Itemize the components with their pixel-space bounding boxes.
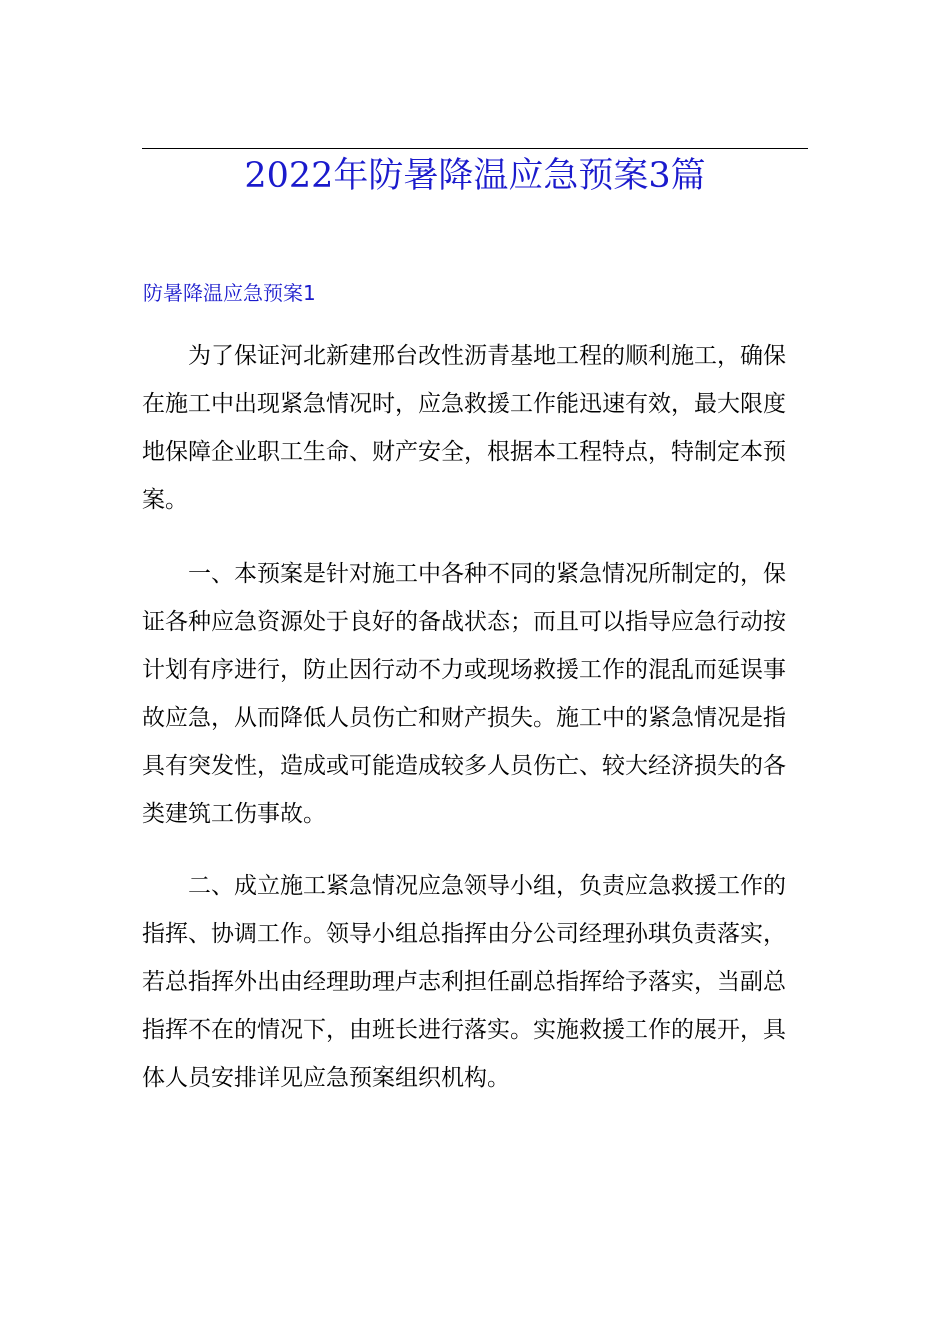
paragraph-line: 地保障企业职工生命、财产安全，根据本工程特点，特制定本预 <box>142 439 786 465</box>
paragraph-line: 在施工中出现紧急情况时，应急救援工作能迅速有效，最大限度 <box>142 391 786 417</box>
header-rule <box>142 148 808 149</box>
paragraph-line: 类建筑工伤事故。 <box>142 801 326 827</box>
paragraph-1 <box>142 332 822 524</box>
paragraph-line: 案。 <box>142 487 188 513</box>
paragraph-line: 指挥不在的情况下，由班长进行落实。实施救援工作的展开，具 <box>142 1017 786 1043</box>
paragraph-line: 证各种应急资源处于良好的备战状态；而且可以指导应急行动按 <box>142 609 786 635</box>
paragraph-line: 一、本预案是针对施工中各种不同的紧急情况所制定的，保 <box>188 561 786 587</box>
paragraph-line: 具有突发性，造成或可能造成较多人员伤亡、较大经济损失的各 <box>142 753 786 779</box>
paragraph-line: 二、成立施工紧急情况应急领导小组，负责应急救援工作的 <box>188 873 786 899</box>
section-heading: 防暑降温应急预案1 <box>143 281 316 305</box>
paragraph-3 <box>142 862 822 1102</box>
paragraph-line: 若总指挥外出由经理助理卢志利担任副总指挥给予落实，当副总 <box>142 969 786 995</box>
paragraph-line: 指挥、协调工作。领导小组总指挥由分公司经理孙琪负责落实， <box>142 921 786 947</box>
paragraph-line: 计划有序进行，防止因行动不力或现场救援工作的混乱而延误事 <box>142 657 786 683</box>
document-title: 2022年防暑降温应急预案3篇 <box>244 156 706 196</box>
paragraph-2 <box>142 550 822 838</box>
paragraph-line: 为了保证河北新建邢台改性沥青基地工程的顺利施工，确保 <box>188 343 786 369</box>
paragraph-line: 故应急，从而降低人员伤亡和财产损失。施工中的紧急情况是指 <box>142 705 786 731</box>
paragraph-line: 体人员安排详见应急预案组织机构。 <box>142 1065 510 1091</box>
